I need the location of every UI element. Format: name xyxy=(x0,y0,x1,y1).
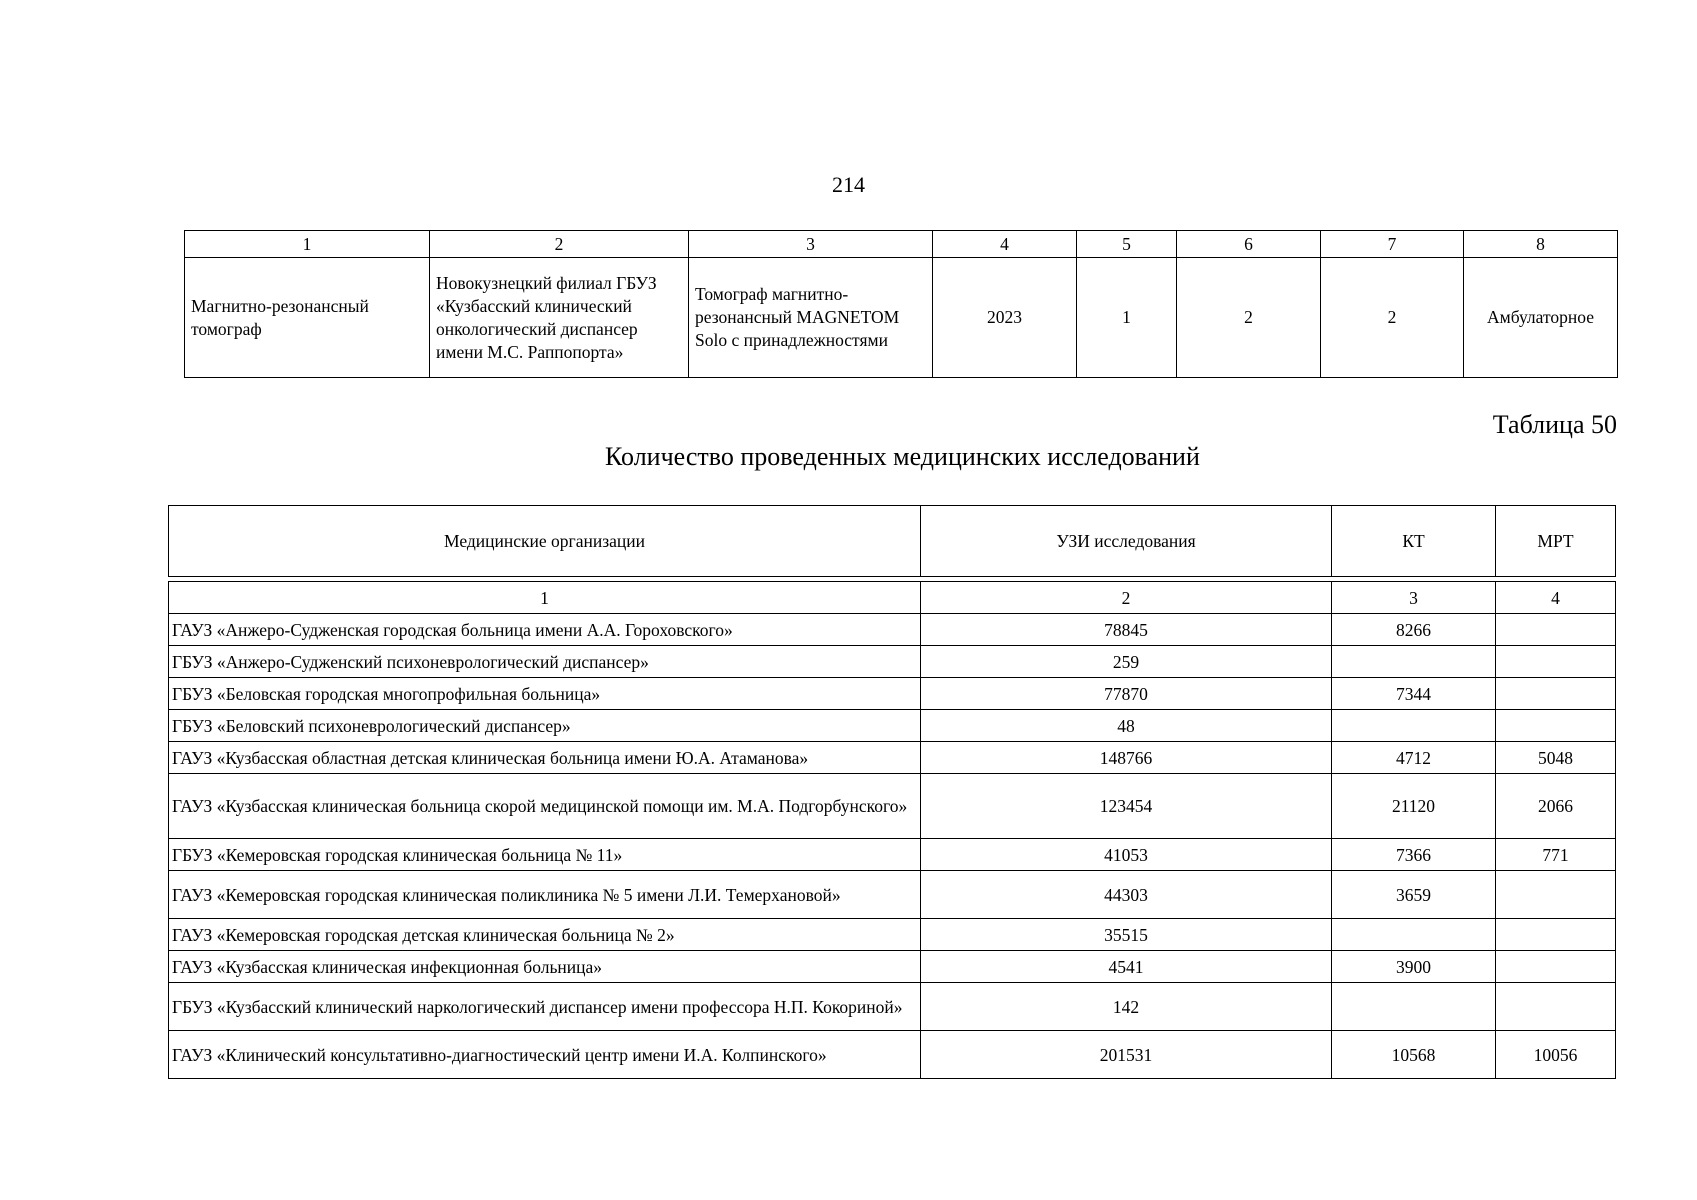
column-number: 4 xyxy=(933,231,1077,258)
equipment-table xyxy=(184,230,1618,378)
header-organizations: Медицинские организации xyxy=(169,506,921,577)
kt-value xyxy=(1332,646,1496,678)
uzi-value: 259 xyxy=(921,646,1332,678)
header-mrt: МРТ xyxy=(1496,506,1616,577)
column-number: 3 xyxy=(1332,582,1496,614)
mrt-value xyxy=(1496,646,1616,678)
column-number: 5 xyxy=(1077,231,1177,258)
value-cell: 2 xyxy=(1321,258,1464,378)
organization-cell: ГАУЗ «Кемеровская городская клиническая поликлиника № 5 имени Л.И. Темерхановой» xyxy=(169,871,921,919)
organization-cell: ГАУЗ «Клинический консультативно-диагностический центр имени И.А. Колпинского» xyxy=(169,1031,921,1079)
uzi-value: 142 xyxy=(921,983,1332,1031)
uzi-value: 148766 xyxy=(921,742,1332,774)
mrt-value xyxy=(1496,983,1616,1031)
uzi-value: 123454 xyxy=(921,774,1332,839)
equipment-column-numbers xyxy=(185,231,1618,258)
organization-cell: ГАУЗ «Кузбасская клиническая инфекционная больница» xyxy=(169,951,921,983)
table-row xyxy=(169,919,1616,951)
value-cell: 2 xyxy=(1177,258,1321,378)
column-number: 3 xyxy=(689,231,933,258)
table-row xyxy=(169,646,1616,678)
table-row xyxy=(169,710,1616,742)
table-row xyxy=(169,871,1616,919)
header-kt: КТ xyxy=(1332,506,1496,577)
organization-cell: ГБУЗ «Беловская городская многопрофильная больница» xyxy=(169,678,921,710)
kt-value: 4712 xyxy=(1332,742,1496,774)
year-cell: 2023 xyxy=(933,258,1077,378)
column-number: 1 xyxy=(185,231,430,258)
table-row xyxy=(169,951,1616,983)
organization-cell: ГАУЗ «Кузбасская областная детская клиническая больница имени Ю.А. Атаманова» xyxy=(169,742,921,774)
mrt-value: 10056 xyxy=(1496,1031,1616,1079)
kt-value: 7344 xyxy=(1332,678,1496,710)
table-row xyxy=(169,742,1616,774)
uzi-value: 41053 xyxy=(921,839,1332,871)
table-label: Таблица 50 xyxy=(1492,410,1617,439)
organization-cell: ГАУЗ «Кемеровская городская детская клиническая больница № 2» xyxy=(169,919,921,951)
uzi-value: 48 xyxy=(921,710,1332,742)
kt-value: 3659 xyxy=(1332,871,1496,919)
table-row xyxy=(169,678,1616,710)
kt-value: 10568 xyxy=(1332,1031,1496,1079)
table-row xyxy=(169,774,1616,839)
studies-table-header xyxy=(168,505,1616,577)
table-row xyxy=(169,839,1616,871)
mrt-value xyxy=(1496,951,1616,983)
mrt-value xyxy=(1496,919,1616,951)
table-row xyxy=(169,614,1616,646)
studies-column-numbers xyxy=(169,582,1616,614)
device-name: Магнитно-резонансный томограф xyxy=(185,258,430,378)
mrt-value xyxy=(1496,614,1616,646)
organization-cell: ГБУЗ «Беловский психоневрологический диспансер» xyxy=(169,710,921,742)
device-model: Томограф магнитно-резонансный MAGNETOM Solo с принадлежностями xyxy=(689,258,933,378)
mrt-value: 771 xyxy=(1496,839,1616,871)
mrt-value xyxy=(1496,678,1616,710)
mrt-value xyxy=(1496,710,1616,742)
kt-value: 3900 xyxy=(1332,951,1496,983)
kt-value: 21120 xyxy=(1332,774,1496,839)
table-row xyxy=(169,1031,1616,1079)
mrt-value: 2066 xyxy=(1496,774,1616,839)
organization-cell: ГАУЗ «Кузбасская клиническая больница скорой медицинской помощи им. М.А. Подгорбунского» xyxy=(169,774,921,839)
organization-cell: ГБУЗ «Анжеро-Судженский психоневрологический диспансер» xyxy=(169,646,921,678)
table-row xyxy=(169,983,1616,1031)
column-number: 1 xyxy=(169,582,921,614)
column-number: 4 xyxy=(1496,582,1616,614)
column-number: 2 xyxy=(430,231,689,258)
column-number: 7 xyxy=(1321,231,1464,258)
organization-cell: ГБУЗ «Кузбасский клинический наркологический диспансер имени профессора Н.П. Кокориной» xyxy=(169,983,921,1031)
kt-value: 8266 xyxy=(1332,614,1496,646)
column-number: 8 xyxy=(1464,231,1618,258)
equipment-row xyxy=(185,258,1618,378)
uzi-value: 78845 xyxy=(921,614,1332,646)
page-number: 214 xyxy=(832,172,865,197)
kt-value: 7366 xyxy=(1332,839,1496,871)
uzi-value: 201531 xyxy=(921,1031,1332,1079)
uzi-value: 4541 xyxy=(921,951,1332,983)
uzi-value: 44303 xyxy=(921,871,1332,919)
kt-value xyxy=(1332,919,1496,951)
care-type-cell: Амбулаторное xyxy=(1464,258,1618,378)
uzi-value: 35515 xyxy=(921,919,1332,951)
uzi-value: 77870 xyxy=(921,678,1332,710)
organization-name: Новокузнецкий филиал ГБУЗ «Кузбасский клинический онкологический диспансер имени М.С. Раппопорта» xyxy=(430,258,689,378)
kt-value xyxy=(1332,710,1496,742)
studies-table xyxy=(168,581,1616,1079)
column-number: 6 xyxy=(1177,231,1321,258)
value-cell: 1 xyxy=(1077,258,1177,378)
table-title: Количество проведенных медицинских исследований xyxy=(605,442,1200,471)
kt-value xyxy=(1332,983,1496,1031)
organization-cell: ГАУЗ «Анжеро-Судженская городская больница имени А.А. Гороховского» xyxy=(169,614,921,646)
mrt-value xyxy=(1496,871,1616,919)
column-number: 2 xyxy=(921,582,1332,614)
organization-cell: ГБУЗ «Кемеровская городская клиническая больница № 11» xyxy=(169,839,921,871)
header-uzi: УЗИ исследования xyxy=(921,506,1332,577)
mrt-value: 5048 xyxy=(1496,742,1616,774)
